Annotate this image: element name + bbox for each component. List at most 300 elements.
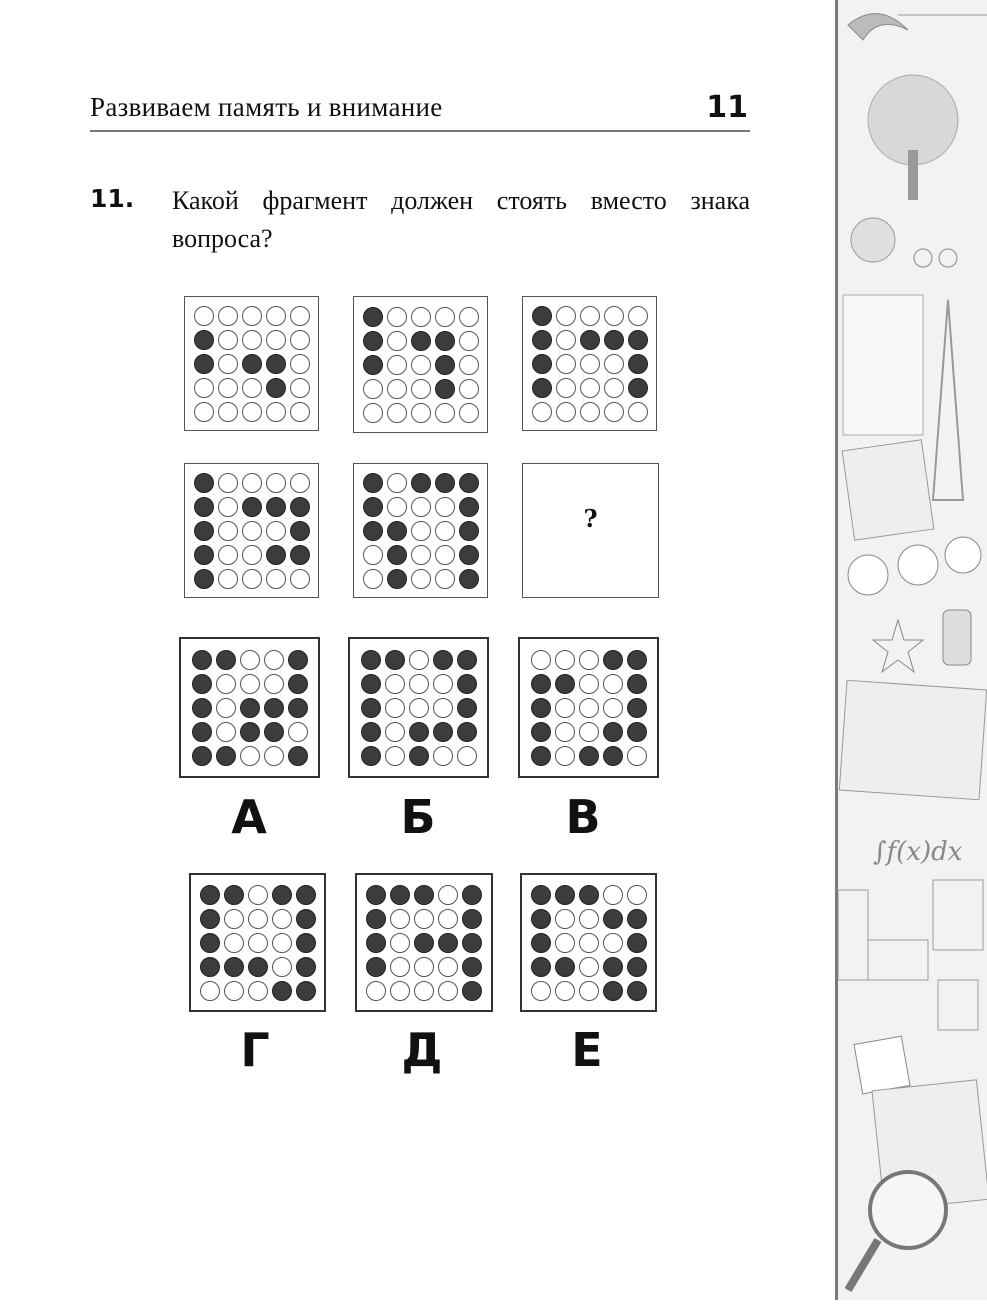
empty-dot — [580, 306, 600, 326]
empty-dot — [409, 698, 429, 718]
dot-grid — [531, 650, 647, 766]
empty-dot — [459, 403, 479, 423]
empty-dot — [387, 307, 407, 327]
filled-dot — [531, 957, 551, 977]
dot-grid — [363, 473, 479, 589]
page-number: 11 — [706, 90, 748, 125]
filled-dot — [555, 957, 575, 977]
filled-dot — [248, 957, 268, 977]
empty-dot — [266, 402, 286, 422]
filled-dot — [411, 473, 431, 493]
empty-dot — [242, 521, 262, 541]
empty-dot — [272, 909, 292, 929]
empty-dot — [248, 933, 268, 953]
filled-dot — [224, 885, 244, 905]
empty-dot — [414, 957, 434, 977]
filled-dot — [264, 698, 284, 718]
filled-dot — [435, 473, 455, 493]
empty-dot — [387, 497, 407, 517]
empty-dot — [411, 497, 431, 517]
empty-dot — [438, 957, 458, 977]
filled-dot — [390, 885, 410, 905]
empty-dot — [555, 722, 575, 742]
filled-dot — [628, 330, 648, 350]
filled-dot — [366, 957, 386, 977]
filled-dot — [242, 354, 262, 374]
dot-grid — [532, 306, 648, 422]
empty-dot — [603, 674, 623, 694]
filled-dot — [266, 545, 286, 565]
empty-dot — [555, 698, 575, 718]
filled-dot — [457, 698, 477, 718]
filled-dot — [224, 957, 244, 977]
answer-option-e[interactable] — [520, 873, 657, 1012]
empty-dot — [414, 909, 434, 929]
empty-dot — [459, 379, 479, 399]
filled-dot — [457, 674, 477, 694]
empty-dot — [435, 521, 455, 541]
empty-dot — [433, 674, 453, 694]
empty-dot — [266, 473, 286, 493]
filled-dot — [363, 355, 383, 375]
filled-dot — [433, 650, 453, 670]
filled-dot — [603, 957, 623, 977]
empty-dot — [363, 379, 383, 399]
empty-dot — [242, 545, 262, 565]
empty-dot — [579, 933, 599, 953]
empty-dot — [290, 402, 310, 422]
empty-dot — [264, 674, 284, 694]
empty-dot — [366, 981, 386, 1001]
dot-grid — [194, 473, 310, 589]
filled-dot — [459, 569, 479, 589]
puzzle-cell-2 — [353, 296, 488, 433]
filled-dot — [627, 650, 647, 670]
filled-dot — [628, 354, 648, 374]
filled-dot — [266, 378, 286, 398]
empty-dot — [242, 378, 262, 398]
filled-dot — [433, 722, 453, 742]
empty-dot — [628, 402, 648, 422]
empty-dot — [216, 698, 236, 718]
answer-letter-v: В — [565, 790, 601, 844]
empty-dot — [387, 379, 407, 399]
empty-dot — [603, 885, 623, 905]
empty-dot — [579, 698, 599, 718]
filled-dot — [411, 331, 431, 351]
empty-dot — [248, 885, 268, 905]
answer-option-b[interactable] — [348, 637, 489, 778]
empty-dot — [604, 306, 624, 326]
filled-dot — [194, 545, 214, 565]
filled-dot — [457, 650, 477, 670]
filled-dot — [385, 650, 405, 670]
empty-dot — [409, 650, 429, 670]
filled-dot — [242, 497, 262, 517]
filled-dot — [462, 885, 482, 905]
filled-dot — [366, 885, 386, 905]
filled-dot — [414, 885, 434, 905]
empty-dot — [266, 521, 286, 541]
empty-dot — [579, 957, 599, 977]
filled-dot — [194, 354, 214, 374]
empty-dot — [264, 746, 284, 766]
filled-dot — [459, 521, 479, 541]
empty-dot — [409, 674, 429, 694]
empty-dot — [218, 497, 238, 517]
filled-dot — [194, 569, 214, 589]
filled-dot — [272, 981, 292, 1001]
filled-dot — [531, 698, 551, 718]
empty-dot — [363, 569, 383, 589]
empty-dot — [218, 545, 238, 565]
empty-dot — [438, 885, 458, 905]
filled-dot — [462, 909, 482, 929]
empty-dot — [248, 909, 268, 929]
empty-dot — [387, 473, 407, 493]
filled-dot — [627, 698, 647, 718]
empty-dot — [387, 355, 407, 375]
empty-dot — [240, 650, 260, 670]
empty-dot — [435, 307, 455, 327]
empty-dot — [579, 981, 599, 1001]
empty-dot — [385, 698, 405, 718]
empty-dot — [531, 981, 551, 1001]
filled-dot — [240, 722, 260, 742]
empty-dot — [242, 402, 262, 422]
empty-dot — [242, 569, 262, 589]
empty-dot — [604, 378, 624, 398]
empty-dot — [385, 746, 405, 766]
filled-dot — [361, 650, 381, 670]
filled-dot — [194, 497, 214, 517]
filled-dot — [296, 909, 316, 929]
empty-dot — [580, 354, 600, 374]
filled-dot — [435, 331, 455, 351]
filled-dot — [462, 981, 482, 1001]
filled-dot — [531, 722, 551, 742]
header-divider — [90, 130, 750, 132]
empty-dot — [218, 306, 238, 326]
dot-grid — [531, 885, 647, 1001]
filled-dot — [216, 746, 236, 766]
filled-dot — [555, 674, 575, 694]
running-header — [90, 88, 750, 133]
filled-dot — [363, 307, 383, 327]
filled-dot — [296, 933, 316, 953]
empty-dot — [411, 545, 431, 565]
answer-letter-e: Е — [571, 1023, 603, 1077]
decorative-illustrations — [838, 0, 987, 1300]
empty-dot — [411, 307, 431, 327]
filled-dot — [580, 330, 600, 350]
puzzle-cell-4 — [184, 463, 319, 598]
filled-dot — [192, 650, 212, 670]
empty-dot — [579, 650, 599, 670]
empty-dot — [390, 981, 410, 1001]
empty-dot — [385, 722, 405, 742]
filled-dot — [192, 746, 212, 766]
empty-dot — [266, 330, 286, 350]
filled-dot — [192, 674, 212, 694]
filled-dot — [532, 330, 552, 350]
filled-dot — [409, 746, 429, 766]
empty-dot — [459, 307, 479, 327]
empty-dot — [387, 331, 407, 351]
filled-dot — [531, 674, 551, 694]
filled-dot — [627, 909, 647, 929]
empty-dot — [224, 909, 244, 929]
dot-grid — [363, 307, 479, 423]
empty-dot — [194, 378, 214, 398]
filled-dot — [363, 521, 383, 541]
empty-dot — [290, 354, 310, 374]
filled-dot — [409, 722, 429, 742]
filled-dot — [579, 746, 599, 766]
filled-dot — [216, 650, 236, 670]
filled-dot — [290, 545, 310, 565]
empty-dot — [555, 981, 575, 1001]
empty-dot — [459, 355, 479, 375]
empty-dot — [579, 909, 599, 929]
filled-dot — [361, 722, 381, 742]
empty-dot — [290, 306, 310, 326]
filled-dot — [192, 698, 212, 718]
empty-dot — [218, 330, 238, 350]
empty-dot — [224, 981, 244, 1001]
empty-dot — [390, 933, 410, 953]
filled-dot — [627, 981, 647, 1001]
empty-dot — [438, 909, 458, 929]
empty-dot — [556, 378, 576, 398]
filled-dot — [363, 473, 383, 493]
filled-dot — [604, 330, 624, 350]
empty-dot — [532, 402, 552, 422]
svg-text:∫f(x)dx: ∫f(x)dx — [873, 837, 963, 867]
empty-dot — [194, 402, 214, 422]
answer-letter-g: Г — [240, 1023, 270, 1077]
filled-dot — [240, 698, 260, 718]
empty-dot — [556, 306, 576, 326]
filled-dot — [266, 354, 286, 374]
filled-dot — [387, 569, 407, 589]
dot-grid — [361, 650, 477, 766]
empty-dot — [290, 378, 310, 398]
answer-option-d[interactable] — [355, 873, 493, 1012]
empty-dot — [627, 746, 647, 766]
empty-dot — [218, 378, 238, 398]
empty-dot — [266, 306, 286, 326]
filled-dot — [627, 674, 647, 694]
empty-dot — [218, 354, 238, 374]
filled-dot — [603, 909, 623, 929]
empty-dot — [411, 403, 431, 423]
filled-dot — [603, 722, 623, 742]
filled-dot — [627, 933, 647, 953]
filled-dot — [363, 497, 383, 517]
empty-dot — [411, 569, 431, 589]
decorative-sidebar — [838, 0, 987, 1300]
filled-dot — [438, 933, 458, 953]
filled-dot — [435, 379, 455, 399]
empty-dot — [435, 545, 455, 565]
empty-dot — [218, 521, 238, 541]
empty-dot — [435, 403, 455, 423]
empty-dot — [555, 746, 575, 766]
empty-dot — [242, 473, 262, 493]
puzzle-cell-5 — [353, 463, 488, 598]
empty-dot — [242, 330, 262, 350]
empty-dot — [272, 957, 292, 977]
filled-dot — [387, 545, 407, 565]
question-mark: ? — [583, 504, 598, 533]
filled-dot — [457, 722, 477, 742]
filled-dot — [200, 885, 220, 905]
empty-dot — [290, 473, 310, 493]
empty-dot — [200, 981, 220, 1001]
empty-dot — [363, 545, 383, 565]
filled-dot — [555, 885, 575, 905]
filled-dot — [366, 933, 386, 953]
empty-dot — [579, 722, 599, 742]
empty-dot — [459, 331, 479, 351]
empty-dot — [411, 355, 431, 375]
filled-dot — [288, 746, 308, 766]
empty-dot — [555, 933, 575, 953]
section-title: Развиваем память и внимание — [90, 92, 443, 122]
empty-dot — [435, 569, 455, 589]
empty-dot — [240, 674, 260, 694]
empty-dot — [288, 722, 308, 742]
filled-dot — [531, 746, 551, 766]
puzzle-cell-3 — [522, 296, 657, 431]
filled-dot — [194, 330, 214, 350]
empty-dot — [603, 698, 623, 718]
answer-letter-a: А — [231, 790, 267, 844]
empty-dot — [555, 650, 575, 670]
empty-dot — [248, 981, 268, 1001]
empty-dot — [433, 746, 453, 766]
filled-dot — [200, 933, 220, 953]
empty-dot — [604, 354, 624, 374]
filled-dot — [290, 521, 310, 541]
empty-dot — [242, 306, 262, 326]
empty-dot — [224, 933, 244, 953]
filled-dot — [603, 650, 623, 670]
empty-dot — [555, 909, 575, 929]
empty-dot — [628, 306, 648, 326]
answer-option-a[interactable] — [179, 637, 320, 778]
filled-dot — [363, 331, 383, 351]
filled-dot — [531, 909, 551, 929]
filled-dot — [194, 521, 214, 541]
filled-dot — [288, 698, 308, 718]
empty-dot — [435, 497, 455, 517]
filled-dot — [296, 885, 316, 905]
empty-dot — [363, 403, 383, 423]
empty-dot — [290, 330, 310, 350]
filled-dot — [361, 698, 381, 718]
dot-grid — [366, 885, 482, 1001]
answer-letter-d: Д — [401, 1023, 443, 1077]
filled-dot — [459, 497, 479, 517]
filled-dot — [532, 306, 552, 326]
empty-dot — [272, 933, 292, 953]
filled-dot — [361, 674, 381, 694]
filled-dot — [200, 909, 220, 929]
filled-dot — [361, 746, 381, 766]
empty-dot — [218, 473, 238, 493]
empty-dot — [264, 650, 284, 670]
empty-dot — [603, 933, 623, 953]
filled-dot — [366, 909, 386, 929]
dot-grid — [192, 650, 308, 766]
filled-dot — [290, 497, 310, 517]
filled-dot — [192, 722, 212, 742]
empty-dot — [385, 674, 405, 694]
filled-dot — [296, 957, 316, 977]
filled-dot — [435, 355, 455, 375]
filled-dot — [266, 497, 286, 517]
empty-dot — [216, 722, 236, 742]
empty-dot — [556, 330, 576, 350]
empty-dot — [627, 885, 647, 905]
empty-dot — [433, 698, 453, 718]
filled-dot — [288, 650, 308, 670]
empty-dot — [414, 981, 434, 1001]
dot-grid — [200, 885, 316, 1001]
empty-dot — [218, 402, 238, 422]
filled-dot — [462, 957, 482, 977]
filled-dot — [532, 378, 552, 398]
filled-dot — [288, 674, 308, 694]
empty-dot — [240, 746, 260, 766]
answer-option-g[interactable] — [189, 873, 326, 1012]
empty-dot — [266, 569, 286, 589]
filled-dot — [579, 885, 599, 905]
empty-dot — [387, 403, 407, 423]
answer-letter-b: Б — [400, 790, 436, 844]
filled-dot — [531, 885, 551, 905]
empty-dot — [438, 981, 458, 1001]
empty-dot — [194, 306, 214, 326]
filled-dot — [532, 354, 552, 374]
filled-dot — [603, 981, 623, 1001]
filled-dot — [603, 746, 623, 766]
dot-grid — [194, 306, 310, 422]
task-number: 11. — [90, 184, 135, 213]
filled-dot — [200, 957, 220, 977]
puzzle-cell-1 — [184, 296, 319, 431]
empty-dot — [411, 379, 431, 399]
filled-dot — [628, 378, 648, 398]
answer-option-v[interactable] — [518, 637, 659, 778]
task-question: Какой фрагмент должен стоять вместо знака вопроса? — [172, 186, 750, 253]
filled-dot — [531, 933, 551, 953]
filled-dot — [459, 545, 479, 565]
empty-dot — [457, 746, 477, 766]
filled-dot — [387, 521, 407, 541]
empty-dot — [218, 569, 238, 589]
empty-dot — [390, 909, 410, 929]
filled-dot — [272, 885, 292, 905]
empty-dot — [411, 521, 431, 541]
filled-dot — [414, 933, 434, 953]
empty-dot — [604, 402, 624, 422]
filled-dot — [627, 957, 647, 977]
filled-dot — [194, 473, 214, 493]
filled-dot — [462, 933, 482, 953]
